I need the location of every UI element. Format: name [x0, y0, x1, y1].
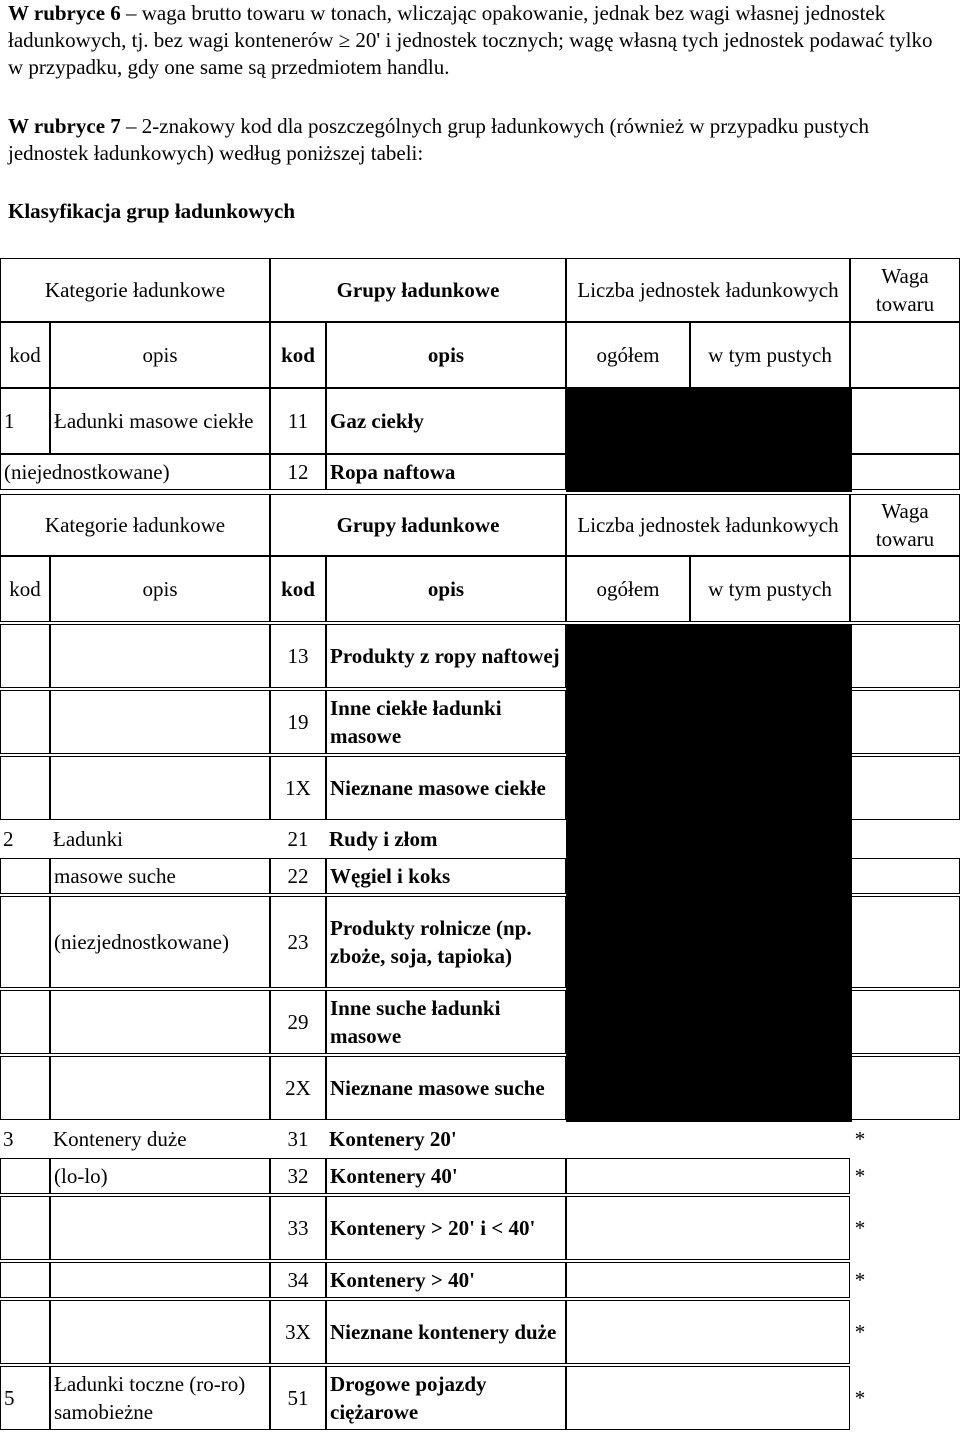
header-opis-grupy: opis	[326, 322, 566, 388]
group-desc-19: Inne ciekłe ładunki masowe	[326, 690, 566, 754]
group-code-11: 11	[270, 388, 326, 454]
empty-cell	[0, 990, 50, 1054]
cat1-desc: Ładunki masowe ciekłe	[50, 388, 270, 454]
group-code-3x: 3X	[270, 1300, 326, 1364]
shaded-cell	[566, 756, 852, 822]
header-grupy-repeat: Grupy ładunkowe	[270, 494, 566, 556]
empty-cell	[0, 896, 50, 988]
group-desc-23: Produkty rolnicze (np. zboże, soja, tapioka)	[326, 896, 566, 988]
rubryka-7-lead: W rubryce 7	[8, 114, 121, 138]
cat3-desc-2: (lo-lo)	[50, 1158, 270, 1194]
header-opis-grupy-repeat: opis	[326, 556, 566, 622]
header-grupy: Grupy ładunkowe	[270, 258, 566, 322]
rubryka-6-lead: W rubryce 6	[8, 1, 121, 25]
waga-cell	[850, 1056, 960, 1120]
cat3-code: 3	[3, 1127, 14, 1151]
group-desc-21: Rudy i złom	[329, 827, 438, 851]
group-code-13: 13	[270, 624, 326, 688]
empty-cell	[50, 756, 270, 820]
empty-cell	[0, 1158, 50, 1194]
asterisk-34: *	[854, 1268, 866, 1292]
group-code-19: 19	[270, 690, 326, 754]
waga-cell	[850, 690, 960, 754]
group-desc-31: Kontenery 20'	[329, 1127, 457, 1151]
empty-cell	[50, 624, 270, 688]
empty-cell	[0, 756, 50, 820]
header-wtym-repeat: w tym pustych	[690, 556, 850, 622]
cat2-desc-1: Ładunki	[53, 827, 123, 851]
empty-cell	[566, 1366, 850, 1430]
shaded-cell	[566, 990, 852, 1056]
empty-cell	[0, 1056, 50, 1120]
group-code-2x: 2X	[270, 1056, 326, 1120]
header-ogolem: ogółem	[566, 322, 690, 388]
header-liczba-repeat: Liczba jednostek ładunkowych	[566, 494, 850, 556]
shaded-cell	[566, 454, 852, 492]
header-wtym: w tym pustych	[690, 322, 850, 388]
group-code-22: 22	[270, 858, 326, 894]
group-desc-29: Inne suche ładunki masowe	[326, 990, 566, 1054]
empty-cell	[566, 1158, 850, 1194]
header-empty	[850, 322, 960, 388]
header-kod-grupy: kod	[270, 322, 326, 388]
group-code-1x: 1X	[270, 756, 326, 820]
group-desc-3x: Nieznane kontenery duże	[326, 1300, 566, 1364]
asterisk-31: *	[854, 1127, 866, 1151]
cat1-code: 1	[0, 388, 50, 454]
asterisk-33: *	[854, 1216, 866, 1240]
cat1-desc-2: (niejednostkowane)	[0, 454, 270, 490]
paragraph-rubryka-6	[8, 0, 952, 81]
group-code-51: 51	[270, 1366, 326, 1430]
empty-cell	[50, 1056, 270, 1120]
classification-title: Klasyfikacja grup ładunkowych	[8, 199, 296, 223]
header-kod-grupy-repeat: kod	[270, 556, 326, 622]
waga-cell	[850, 896, 960, 988]
header-kategorie-repeat: Kategorie ładunkowe	[0, 494, 270, 556]
group-code-32: 32	[270, 1158, 326, 1194]
waga-cell	[850, 756, 960, 820]
shaded-cell	[566, 822, 852, 858]
group-code-23: 23	[270, 896, 326, 988]
waga-cell	[850, 990, 960, 1054]
header-kod-kat-repeat: kod	[0, 556, 50, 622]
empty-cell	[566, 1262, 850, 1298]
header-opis-kat: opis	[50, 322, 270, 388]
asterisk-51: *	[854, 1386, 866, 1410]
header-waga: Waga towaru	[850, 258, 960, 322]
shaded-cell	[566, 1056, 852, 1122]
group-desc-22: Węgiel i koks	[326, 858, 566, 894]
shaded-cell	[566, 624, 852, 690]
header-ogolem-repeat: ogółem	[566, 556, 690, 622]
group-desc-1x: Nieznane masowe ciekłe	[326, 756, 566, 820]
group-desc-12: Ropa naftowa	[326, 454, 566, 490]
header-kod-kat: kod	[0, 322, 50, 388]
header-liczba: Liczba jednostek ładunkowych	[566, 258, 850, 322]
header-waga-repeat: Waga towaru	[850, 494, 960, 556]
empty-cell	[566, 1196, 850, 1260]
waga-cell	[850, 624, 960, 688]
shaded-cell	[566, 690, 852, 756]
group-code-33: 33	[270, 1196, 326, 1260]
empty-cell	[50, 690, 270, 754]
empty-cell	[0, 690, 50, 754]
shaded-cell	[566, 858, 852, 896]
cat5-desc: Ładunki toczne (ro-ro) samobieżne	[50, 1366, 270, 1430]
cat2-code: 2	[3, 827, 14, 851]
rubryka-6-text: – waga brutto towaru w tonach, wliczając opakowanie, jednak bez wagi własnej jednostek ładunkowych, tj. bez wagi kontenerów ≥ 20' i jednostek tocznych; wagę własną tych jednostek podawać tylko w przypadku, gdy one same są przedmiotem handlu.	[8, 1, 933, 79]
cat2-desc-2: masowe suche	[50, 858, 270, 894]
waga-cell	[850, 858, 960, 894]
empty-cell	[50, 990, 270, 1054]
empty-cell	[0, 858, 50, 894]
group-code-21: 21	[287, 827, 309, 851]
empty-cell	[50, 1262, 270, 1298]
group-desc-2x: Nieznane masowe suche	[326, 1056, 566, 1120]
empty-cell	[0, 624, 50, 688]
shaded-cell	[566, 388, 852, 456]
group-code-31: 31	[287, 1127, 309, 1151]
header-empty-repeat	[850, 556, 960, 622]
asterisk-32: *	[854, 1164, 866, 1188]
empty-cell	[0, 1262, 50, 1298]
rubryka-7-text: – 2-znakowy kod dla poszczególnych grup ładunkowych (również w przypadku pustych jednostek ładunkowych) według poniższej tabeli:	[8, 114, 869, 165]
group-desc-11: Gaz ciekły	[326, 388, 566, 454]
cat3-desc-1: Kontenery duże	[53, 1127, 187, 1151]
group-code-34: 34	[270, 1262, 326, 1298]
group-desc-33: Kontenery > 20' i < 40'	[326, 1196, 566, 1260]
shaded-cell	[566, 896, 852, 990]
group-code-12: 12	[270, 454, 326, 490]
group-desc-13: Produkty z ropy naftowej	[326, 624, 566, 688]
empty-cell	[566, 1300, 850, 1364]
group-desc-34: Kontenery > 40'	[326, 1262, 566, 1298]
empty-cell	[50, 1196, 270, 1260]
header-opis-kat-repeat: opis	[50, 556, 270, 622]
cat2-desc-3: (niezjednostkowane)	[50, 896, 270, 988]
group-desc-51: Drogowe pojazdy ciężarowe	[326, 1366, 566, 1430]
empty-cell	[50, 1300, 270, 1364]
waga-cell	[850, 388, 960, 454]
waga-cell	[850, 454, 960, 490]
cat5-code: 5	[0, 1366, 50, 1430]
group-desc-32: Kontenery 40'	[326, 1158, 566, 1194]
paragraph-rubryka-7	[8, 113, 952, 167]
empty-cell	[0, 1300, 50, 1364]
empty-cell	[0, 1196, 50, 1260]
group-code-29: 29	[270, 990, 326, 1054]
asterisk-3x: *	[854, 1320, 866, 1344]
header-kategorie: Kategorie ładunkowe	[0, 258, 270, 322]
